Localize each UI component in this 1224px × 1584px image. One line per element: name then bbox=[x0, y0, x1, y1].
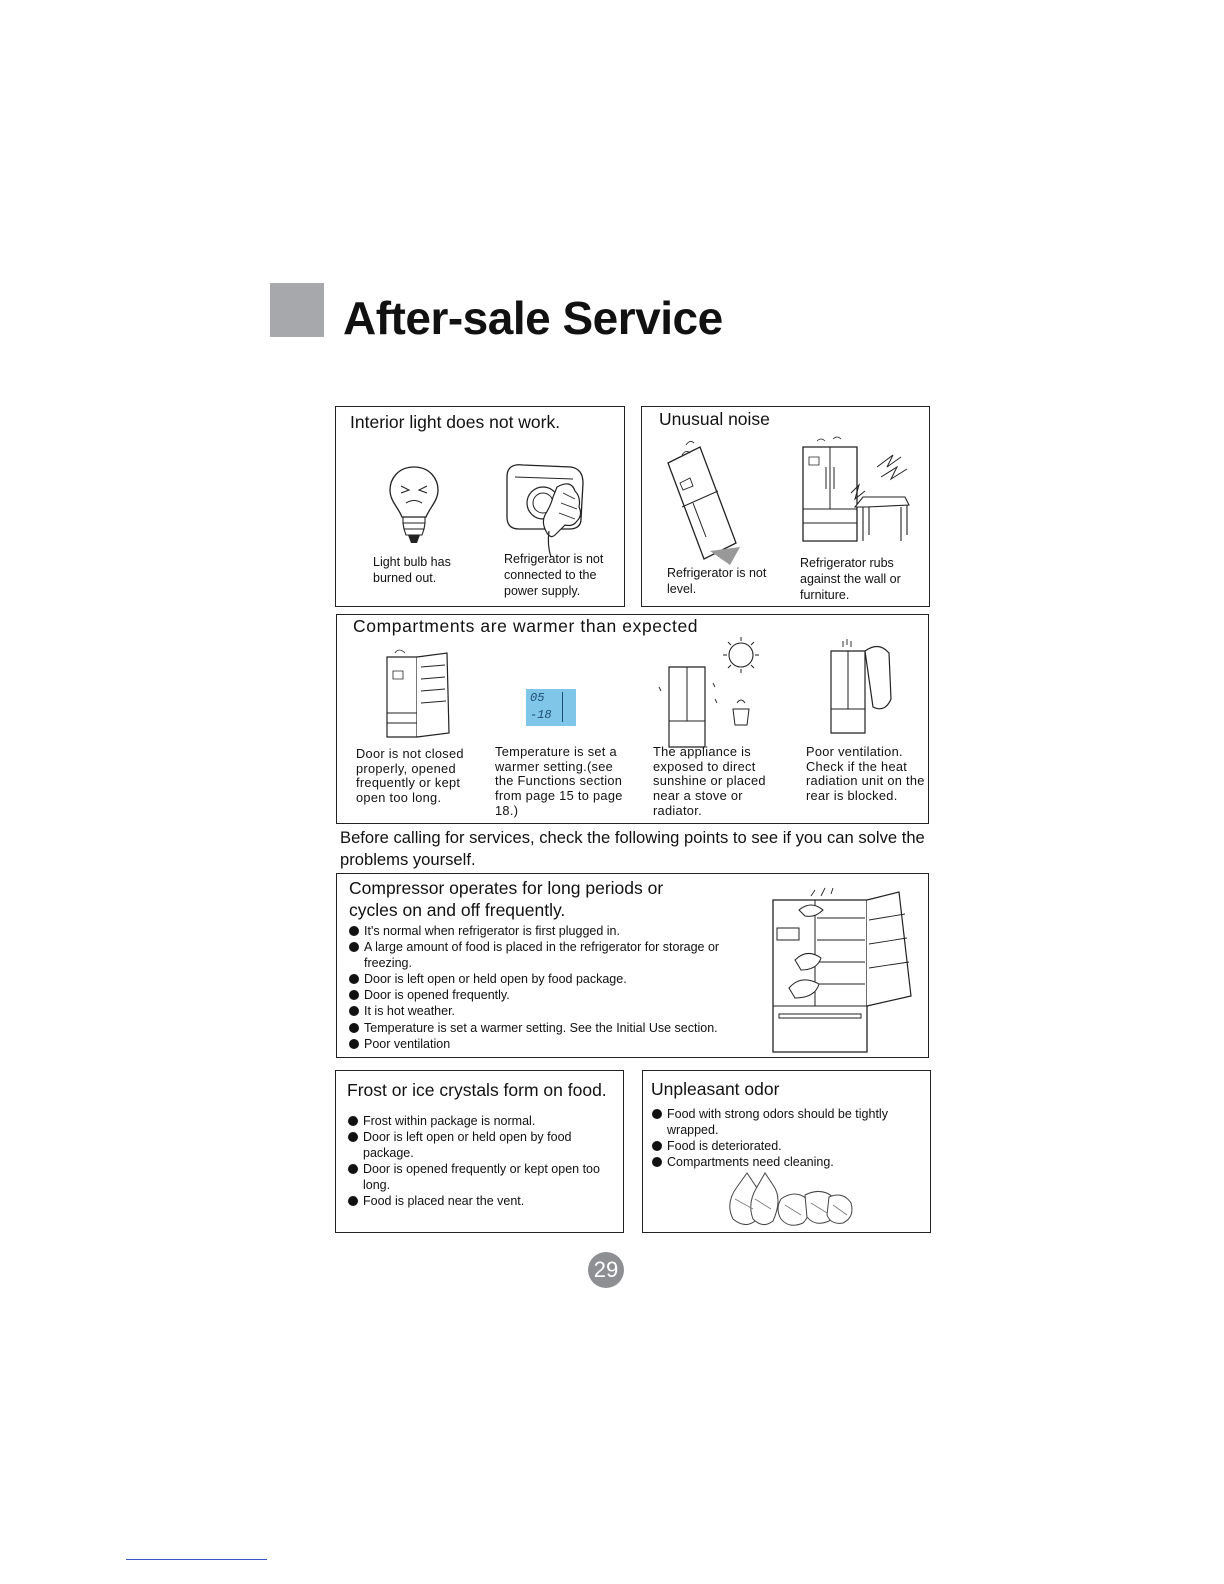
frost-list bbox=[348, 1113, 616, 1210]
frost-panel bbox=[335, 1070, 624, 1233]
list-item: Food is placed near the vent. bbox=[348, 1193, 616, 1209]
list-item: Food is deteriorated. bbox=[652, 1138, 920, 1154]
display-mode-icons bbox=[562, 692, 573, 722]
list-item: Door is left open or held open by food package. bbox=[349, 971, 757, 987]
compressor-panel bbox=[336, 873, 929, 1058]
frost-title: Frost or ice crystals form on food. bbox=[347, 1080, 607, 1100]
unusual-noise-panel bbox=[641, 406, 930, 607]
power-plug-icon bbox=[501, 457, 593, 559]
sun-heated-fridge-icon bbox=[655, 637, 767, 749]
display-bottom-temp: -18 bbox=[530, 708, 552, 722]
list-item: Poor ventilation bbox=[349, 1036, 757, 1052]
open-door-fridge-icon bbox=[383, 649, 455, 741]
title-block-marker bbox=[270, 283, 324, 337]
page-number-badge: 29 bbox=[588, 1252, 624, 1288]
list-item: It is hot weather. bbox=[349, 1003, 757, 1019]
food-packages-icon bbox=[725, 1169, 857, 1231]
page-title: After-sale Service bbox=[343, 292, 723, 344]
cause-rubs-text: Refrigerator rubs against the wall or furniture. bbox=[800, 556, 901, 602]
cause-level-text: Refrigerator is not level. bbox=[667, 566, 767, 596]
footer-link-underline[interactable] bbox=[126, 1559, 267, 1560]
cause-temp-text: Temperature is set a warmer setting.(see the Functions section from page 15 to page 18.) bbox=[495, 744, 623, 818]
cause-door-text: Door is not closed properly, opened frequently or kept open too long. bbox=[356, 746, 464, 806]
list-item: Door is opened frequently or kept open too long. bbox=[348, 1161, 616, 1193]
intro-text: Before calling for services, check the following points to see if you can solve the problems yourself. bbox=[340, 828, 925, 869]
tilted-fridge-icon bbox=[660, 437, 742, 567]
compressor-list bbox=[349, 923, 757, 1052]
light-bulb-icon bbox=[388, 465, 440, 549]
list-item: Door is left open or held open by food package. bbox=[348, 1129, 616, 1161]
compressor-title-line1: Compressor operates for long periods or bbox=[349, 878, 664, 898]
display-top-temp: 05 bbox=[530, 691, 545, 705]
warmer-title: Compartments are warmer than expected bbox=[353, 616, 699, 636]
odor-title: Unpleasant odor bbox=[651, 1079, 780, 1099]
cause-bulb-text: Light bulb has burned out. bbox=[373, 555, 451, 585]
list-item: Door is opened frequently. bbox=[349, 987, 757, 1003]
unusual-noise-title: Unusual noise bbox=[659, 409, 770, 429]
temperature-display-icon bbox=[526, 689, 576, 726]
interior-light-panel bbox=[335, 406, 625, 607]
compressor-title-line2: cycles on and off frequently. bbox=[349, 900, 566, 920]
warmer-panel bbox=[336, 614, 929, 824]
odor-panel bbox=[642, 1070, 931, 1233]
list-item: A large amount of food is placed in the refrigerator for storage or freezing. bbox=[349, 939, 757, 971]
blocked-ventilation-fridge-icon bbox=[819, 637, 899, 737]
cause-sun-text: The appliance is exposed to direct sunshine or placed near a stove or radiator. bbox=[653, 744, 766, 818]
list-item: Compartments need cleaning. bbox=[652, 1154, 920, 1170]
odor-list bbox=[652, 1106, 920, 1170]
list-item: Food with strong odors should be tightly wrapped. bbox=[652, 1106, 920, 1138]
cause-power-text: Refrigerator is not connected to the power supply. bbox=[504, 552, 604, 598]
list-item: Temperature is set a warmer setting. See the Initial Use section. bbox=[349, 1020, 757, 1036]
fridge-rubbing-furniture-icon bbox=[797, 437, 915, 549]
cause-vent-text: Poor ventilation. Check if the heat radiation unit on the rear is blocked. bbox=[806, 744, 925, 804]
interior-light-title: Interior light does not work. bbox=[350, 412, 561, 432]
list-item: Frost within package is normal. bbox=[348, 1113, 616, 1129]
open-fridge-icon bbox=[771, 888, 917, 1054]
list-item: It's normal when refrigerator is first plugged in. bbox=[349, 923, 757, 939]
